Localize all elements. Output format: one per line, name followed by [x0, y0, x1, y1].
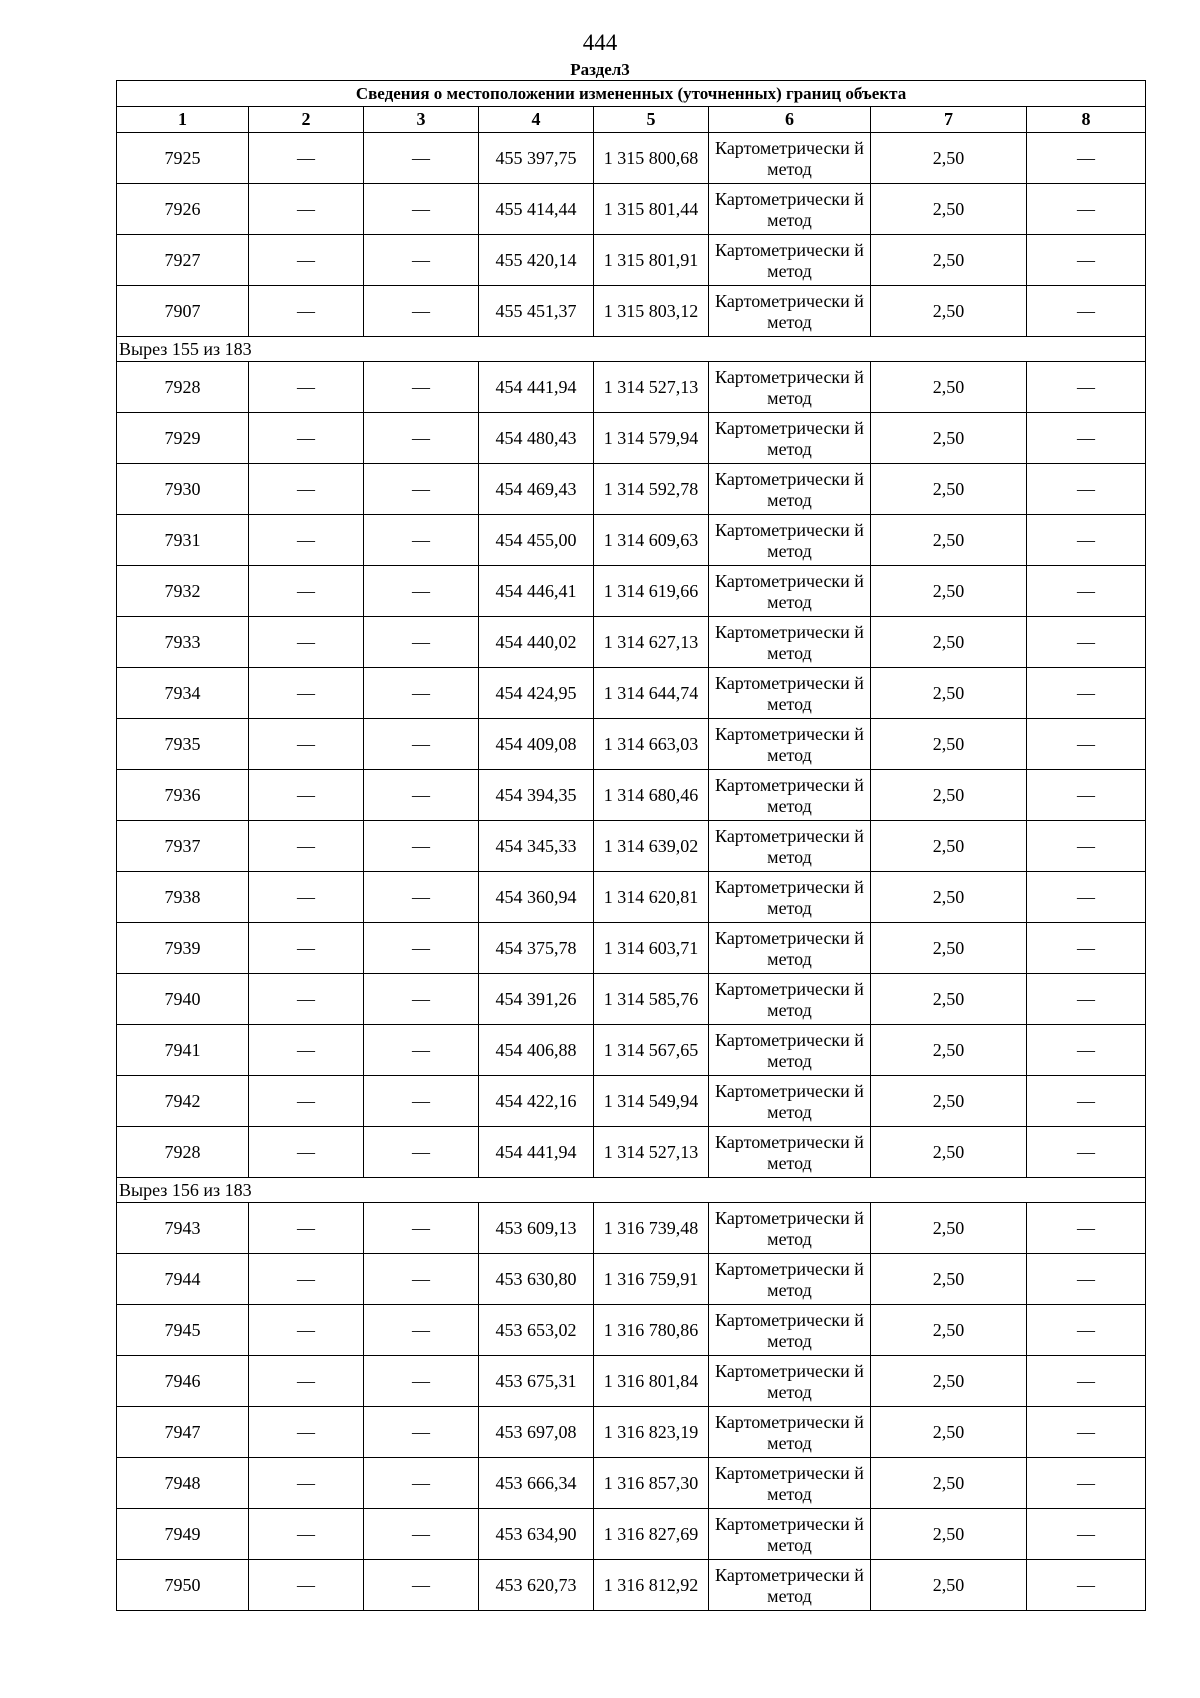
column-3-cell: —: [364, 133, 479, 184]
coordinate-y-cell: 1 314 620,81: [594, 872, 709, 923]
coordinate-x-cell: 453 675,31: [479, 1356, 594, 1407]
method-cell: Картометрически й метод: [709, 286, 871, 337]
point-number-cell: 7940: [117, 974, 249, 1025]
accuracy-cell: 2,50: [871, 617, 1027, 668]
column-8-cell: —: [1027, 1407, 1146, 1458]
method-cell: Картометрически й метод: [709, 821, 871, 872]
column-8-cell: —: [1027, 1560, 1146, 1611]
column-8-cell: —: [1027, 1254, 1146, 1305]
accuracy-cell: 2,50: [871, 719, 1027, 770]
accuracy-cell: 2,50: [871, 1254, 1027, 1305]
column-number: 8: [1027, 107, 1146, 133]
method-cell: Картометрически й метод: [709, 668, 871, 719]
column-number-row: [117, 107, 1146, 133]
coordinate-x-cell: 454 455,00: [479, 515, 594, 566]
column-8-cell: —: [1027, 1127, 1146, 1178]
method-cell: Картометрически й метод: [709, 235, 871, 286]
point-number-cell: 7944: [117, 1254, 249, 1305]
column-8-cell: —: [1027, 719, 1146, 770]
method-cell: Картометрически й метод: [709, 1305, 871, 1356]
point-number-cell: 7928: [117, 362, 249, 413]
column-3-cell: —: [364, 1127, 479, 1178]
table-row: [117, 464, 1146, 515]
column-3-cell: —: [364, 464, 479, 515]
coordinate-x-cell: 454 375,78: [479, 923, 594, 974]
coordinate-y-cell: 1 314 579,94: [594, 413, 709, 464]
column-8-cell: —: [1027, 1025, 1146, 1076]
column-3-cell: —: [364, 872, 479, 923]
table-row: [117, 668, 1146, 719]
coordinate-y-cell: 1 314 619,66: [594, 566, 709, 617]
column-8-cell: —: [1027, 821, 1146, 872]
coordinate-y-cell: 1 314 567,65: [594, 1025, 709, 1076]
coordinate-x-cell: 454 345,33: [479, 821, 594, 872]
column-2-cell: —: [249, 617, 364, 668]
page-number: 444: [582, 30, 618, 55]
coordinate-y-cell: 1 314 639,02: [594, 821, 709, 872]
column-2-cell: —: [249, 923, 364, 974]
accuracy-cell: 2,50: [871, 235, 1027, 286]
method-cell: Картометрически й метод: [709, 1407, 871, 1458]
method-cell: Картометрически й метод: [709, 770, 871, 821]
table-caption: Сведения о местоположении измененных (уточненных) границ объекта: [117, 81, 1146, 107]
accuracy-cell: 2,50: [871, 1127, 1027, 1178]
column-2-cell: —: [249, 719, 364, 770]
column-2-cell: —: [249, 286, 364, 337]
coordinate-x-cell: 454 406,88: [479, 1025, 594, 1076]
method-cell: Картометрически й метод: [709, 464, 871, 515]
accuracy-cell: 2,50: [871, 923, 1027, 974]
point-number-cell: 7938: [117, 872, 249, 923]
column-8-cell: —: [1027, 566, 1146, 617]
coordinate-y-cell: 1 314 644,74: [594, 668, 709, 719]
column-8-cell: —: [1027, 974, 1146, 1025]
coordinate-y-cell: 1 316 780,86: [594, 1305, 709, 1356]
column-3-cell: —: [364, 566, 479, 617]
table-row: [117, 1254, 1146, 1305]
column-3-cell: —: [364, 668, 479, 719]
column-2-cell: —: [249, 235, 364, 286]
column-2-cell: —: [249, 464, 364, 515]
coordinate-x-cell: 453 630,80: [479, 1254, 594, 1305]
table-row: [117, 286, 1146, 337]
column-2-cell: —: [249, 1305, 364, 1356]
method-cell: Картометрически й метод: [709, 1458, 871, 1509]
point-number-cell: 7948: [117, 1458, 249, 1509]
point-number-cell: 7937: [117, 821, 249, 872]
point-number-cell: 7939: [117, 923, 249, 974]
table-row: [117, 1127, 1146, 1178]
method-cell: Картометрически й метод: [709, 974, 871, 1025]
table-row: [117, 184, 1146, 235]
coordinate-y-cell: 1 314 609,63: [594, 515, 709, 566]
cutout-group-label: Вырез 155 из 183: [117, 337, 1146, 362]
table-row: [117, 719, 1146, 770]
coordinate-y-cell: 1 314 527,13: [594, 362, 709, 413]
column-2-cell: —: [249, 1356, 364, 1407]
method-cell: Картометрически й метод: [709, 923, 871, 974]
accuracy-cell: 2,50: [871, 515, 1027, 566]
table-row: [117, 362, 1146, 413]
method-cell: Картометрически й метод: [709, 133, 871, 184]
column-3-cell: —: [364, 1305, 479, 1356]
coordinate-x-cell: 455 451,37: [479, 286, 594, 337]
column-number: 6: [709, 107, 871, 133]
column-2-cell: —: [249, 974, 364, 1025]
coordinate-x-cell: 454 469,43: [479, 464, 594, 515]
coordinate-y-cell: 1 316 812,92: [594, 1560, 709, 1611]
column-2-cell: —: [249, 1458, 364, 1509]
column-3-cell: —: [364, 184, 479, 235]
point-number-cell: 7932: [117, 566, 249, 617]
table-row: [117, 1407, 1146, 1458]
coordinate-x-cell: 453 634,90: [479, 1509, 594, 1560]
coordinate-x-cell: 454 409,08: [479, 719, 594, 770]
coordinate-y-cell: 1 314 527,13: [594, 1127, 709, 1178]
column-number: 2: [249, 107, 364, 133]
column-2-cell: —: [249, 413, 364, 464]
column-8-cell: —: [1027, 617, 1146, 668]
coordinate-x-cell: 454 441,94: [479, 362, 594, 413]
column-3-cell: —: [364, 719, 479, 770]
point-number-cell: 7943: [117, 1203, 249, 1254]
table-row: [117, 413, 1146, 464]
column-3-cell: —: [364, 1407, 479, 1458]
point-number-cell: 7945: [117, 1305, 249, 1356]
cutout-group-row: [117, 337, 1146, 362]
coordinate-x-cell: 454 391,26: [479, 974, 594, 1025]
column-8-cell: —: [1027, 413, 1146, 464]
method-cell: Картометрически й метод: [709, 362, 871, 413]
table-row: [117, 617, 1146, 668]
point-number-cell: 7934: [117, 668, 249, 719]
point-number-cell: 7925: [117, 133, 249, 184]
column-8-cell: —: [1027, 1305, 1146, 1356]
table-row: [117, 821, 1146, 872]
coordinate-y-cell: 1 314 592,78: [594, 464, 709, 515]
method-cell: Картометрически й метод: [709, 566, 871, 617]
point-number-cell: 7946: [117, 1356, 249, 1407]
column-3-cell: —: [364, 1509, 479, 1560]
coordinate-x-cell: 453 666,34: [479, 1458, 594, 1509]
table-row: [117, 1076, 1146, 1127]
coordinate-y-cell: 1 315 801,91: [594, 235, 709, 286]
column-2-cell: —: [249, 184, 364, 235]
accuracy-cell: 2,50: [871, 184, 1027, 235]
column-8-cell: —: [1027, 464, 1146, 515]
table-body: [117, 133, 1146, 1611]
coordinate-x-cell: 453 697,08: [479, 1407, 594, 1458]
column-3-cell: —: [364, 617, 479, 668]
column-8-cell: —: [1027, 286, 1146, 337]
column-3-cell: —: [364, 1076, 479, 1127]
column-3-cell: —: [364, 413, 479, 464]
column-3-cell: —: [364, 362, 479, 413]
coordinate-y-cell: 1 316 827,69: [594, 1509, 709, 1560]
column-2-cell: —: [249, 821, 364, 872]
point-number-cell: 7927: [117, 235, 249, 286]
accuracy-cell: 2,50: [871, 770, 1027, 821]
method-cell: Картометрически й метод: [709, 1127, 871, 1178]
coordinate-x-cell: 454 446,41: [479, 566, 594, 617]
column-8-cell: —: [1027, 1203, 1146, 1254]
accuracy-cell: 2,50: [871, 566, 1027, 617]
column-8-cell: —: [1027, 923, 1146, 974]
point-number-cell: 7947: [117, 1407, 249, 1458]
coordinate-x-cell: 454 360,94: [479, 872, 594, 923]
column-number: 1: [117, 107, 249, 133]
accuracy-cell: 2,50: [871, 464, 1027, 515]
accuracy-cell: 2,50: [871, 668, 1027, 719]
point-number-cell: 7928: [117, 1127, 249, 1178]
column-number: 4: [479, 107, 594, 133]
coordinate-y-cell: 1 314 549,94: [594, 1076, 709, 1127]
coordinate-x-cell: 454 394,35: [479, 770, 594, 821]
column-8-cell: —: [1027, 515, 1146, 566]
method-cell: Картометрически й метод: [709, 719, 871, 770]
coordinate-y-cell: 1 314 680,46: [594, 770, 709, 821]
column-2-cell: —: [249, 515, 364, 566]
coordinates-table: [116, 80, 1146, 1611]
method-cell: Картометрически й метод: [709, 413, 871, 464]
point-number-cell: 7929: [117, 413, 249, 464]
coordinate-y-cell: 1 314 627,13: [594, 617, 709, 668]
method-cell: Картометрически й метод: [709, 1203, 871, 1254]
column-2-cell: —: [249, 668, 364, 719]
point-number-cell: 7950: [117, 1560, 249, 1611]
column-2-cell: —: [249, 1560, 364, 1611]
coordinate-x-cell: 453 620,73: [479, 1560, 594, 1611]
coordinate-y-cell: 1 315 801,44: [594, 184, 709, 235]
table-row: [117, 770, 1146, 821]
table-row: [117, 1458, 1146, 1509]
method-cell: Картометрически й метод: [709, 872, 871, 923]
point-number-cell: 7935: [117, 719, 249, 770]
coordinate-y-cell: 1 315 803,12: [594, 286, 709, 337]
accuracy-cell: 2,50: [871, 1305, 1027, 1356]
accuracy-cell: 2,50: [871, 362, 1027, 413]
method-cell: Картометрически й метод: [709, 1356, 871, 1407]
table-row: [117, 566, 1146, 617]
coordinate-y-cell: 1 315 800,68: [594, 133, 709, 184]
coordinate-x-cell: 454 480,43: [479, 413, 594, 464]
column-number: 7: [871, 107, 1027, 133]
coordinate-y-cell: 1 316 759,91: [594, 1254, 709, 1305]
table-row: [117, 1509, 1146, 1560]
method-cell: Картометрически й метод: [709, 1254, 871, 1305]
table-row: [117, 235, 1146, 286]
coordinate-y-cell: 1 316 801,84: [594, 1356, 709, 1407]
column-3-cell: —: [364, 1560, 479, 1611]
table-row: [117, 1560, 1146, 1611]
point-number-cell: 7941: [117, 1025, 249, 1076]
column-8-cell: —: [1027, 235, 1146, 286]
column-3-cell: —: [364, 1458, 479, 1509]
table-row: [117, 974, 1146, 1025]
column-3-cell: —: [364, 286, 479, 337]
coordinate-y-cell: 1 314 585,76: [594, 974, 709, 1025]
column-2-cell: —: [249, 133, 364, 184]
accuracy-cell: 2,50: [871, 1356, 1027, 1407]
table-row: [117, 1356, 1146, 1407]
accuracy-cell: 2,50: [871, 1203, 1027, 1254]
column-2-cell: —: [249, 566, 364, 617]
column-2-cell: —: [249, 1407, 364, 1458]
method-cell: Картометрически й метод: [709, 1509, 871, 1560]
accuracy-cell: 2,50: [871, 133, 1027, 184]
column-8-cell: —: [1027, 1458, 1146, 1509]
column-8-cell: —: [1027, 362, 1146, 413]
column-8-cell: —: [1027, 133, 1146, 184]
column-3-cell: —: [364, 235, 479, 286]
column-8-cell: —: [1027, 184, 1146, 235]
column-8-cell: —: [1027, 1076, 1146, 1127]
column-2-cell: —: [249, 1127, 364, 1178]
column-8-cell: —: [1027, 668, 1146, 719]
method-cell: Картометрически й метод: [709, 1560, 871, 1611]
coordinate-y-cell: 1 314 663,03: [594, 719, 709, 770]
column-3-cell: —: [364, 974, 479, 1025]
point-number-cell: 7942: [117, 1076, 249, 1127]
column-3-cell: —: [364, 1203, 479, 1254]
column-8-cell: —: [1027, 1356, 1146, 1407]
column-8-cell: —: [1027, 770, 1146, 821]
coordinate-y-cell: 1 316 857,30: [594, 1458, 709, 1509]
table-caption-row: [117, 81, 1146, 107]
accuracy-cell: 2,50: [871, 1076, 1027, 1127]
method-cell: Картометрически й метод: [709, 1076, 871, 1127]
column-2-cell: —: [249, 1509, 364, 1560]
column-2-cell: —: [249, 1025, 364, 1076]
column-2-cell: —: [249, 1076, 364, 1127]
accuracy-cell: 2,50: [871, 1407, 1027, 1458]
coordinate-y-cell: 1 314 603,71: [594, 923, 709, 974]
coordinate-x-cell: 454 424,95: [479, 668, 594, 719]
column-number: 3: [364, 107, 479, 133]
column-8-cell: —: [1027, 1509, 1146, 1560]
cutout-group-row: [117, 1178, 1146, 1203]
column-8-cell: —: [1027, 872, 1146, 923]
coordinate-x-cell: 453 653,02: [479, 1305, 594, 1356]
accuracy-cell: 2,50: [871, 821, 1027, 872]
table-row: [117, 1305, 1146, 1356]
table-row: [117, 1025, 1146, 1076]
accuracy-cell: 2,50: [871, 1560, 1027, 1611]
point-number-cell: 7933: [117, 617, 249, 668]
point-number-cell: 7926: [117, 184, 249, 235]
coordinate-x-cell: 453 609,13: [479, 1203, 594, 1254]
coordinate-x-cell: 455 420,14: [479, 235, 594, 286]
point-number-cell: 7931: [117, 515, 249, 566]
coordinate-y-cell: 1 316 823,19: [594, 1407, 709, 1458]
column-2-cell: —: [249, 770, 364, 821]
table-row: [117, 923, 1146, 974]
coordinate-x-cell: 455 414,44: [479, 184, 594, 235]
point-number-cell: 7907: [117, 286, 249, 337]
accuracy-cell: 2,50: [871, 413, 1027, 464]
point-number-cell: 7936: [117, 770, 249, 821]
column-2-cell: —: [249, 1203, 364, 1254]
column-3-cell: —: [364, 515, 479, 566]
cutout-group-label: Вырез 156 из 183: [117, 1178, 1146, 1203]
column-3-cell: —: [364, 1025, 479, 1076]
method-cell: Картометрически й метод: [709, 1025, 871, 1076]
accuracy-cell: 2,50: [871, 1025, 1027, 1076]
column-3-cell: —: [364, 923, 479, 974]
column-3-cell: —: [364, 1254, 479, 1305]
accuracy-cell: 2,50: [871, 1458, 1027, 1509]
coordinate-x-cell: 454 440,02: [479, 617, 594, 668]
accuracy-cell: 2,50: [871, 974, 1027, 1025]
column-2-cell: —: [249, 1254, 364, 1305]
column-3-cell: —: [364, 770, 479, 821]
section-title: Раздел3: [570, 60, 630, 79]
column-3-cell: —: [364, 1356, 479, 1407]
method-cell: Картометрически й метод: [709, 184, 871, 235]
table-row: [117, 1203, 1146, 1254]
coordinate-x-cell: 454 441,94: [479, 1127, 594, 1178]
column-3-cell: —: [364, 821, 479, 872]
method-cell: Картометрически й метод: [709, 515, 871, 566]
column-2-cell: —: [249, 872, 364, 923]
accuracy-cell: 2,50: [871, 872, 1027, 923]
coordinate-x-cell: 454 422,16: [479, 1076, 594, 1127]
table-row: [117, 872, 1146, 923]
point-number-cell: 7949: [117, 1509, 249, 1560]
point-number-cell: 7930: [117, 464, 249, 515]
table-row: [117, 515, 1146, 566]
column-2-cell: —: [249, 362, 364, 413]
method-cell: Картометрически й метод: [709, 617, 871, 668]
coordinate-x-cell: 455 397,75: [479, 133, 594, 184]
accuracy-cell: 2,50: [871, 286, 1027, 337]
coordinate-y-cell: 1 316 739,48: [594, 1203, 709, 1254]
accuracy-cell: 2,50: [871, 1509, 1027, 1560]
column-number: 5: [594, 107, 709, 133]
table-row: [117, 133, 1146, 184]
